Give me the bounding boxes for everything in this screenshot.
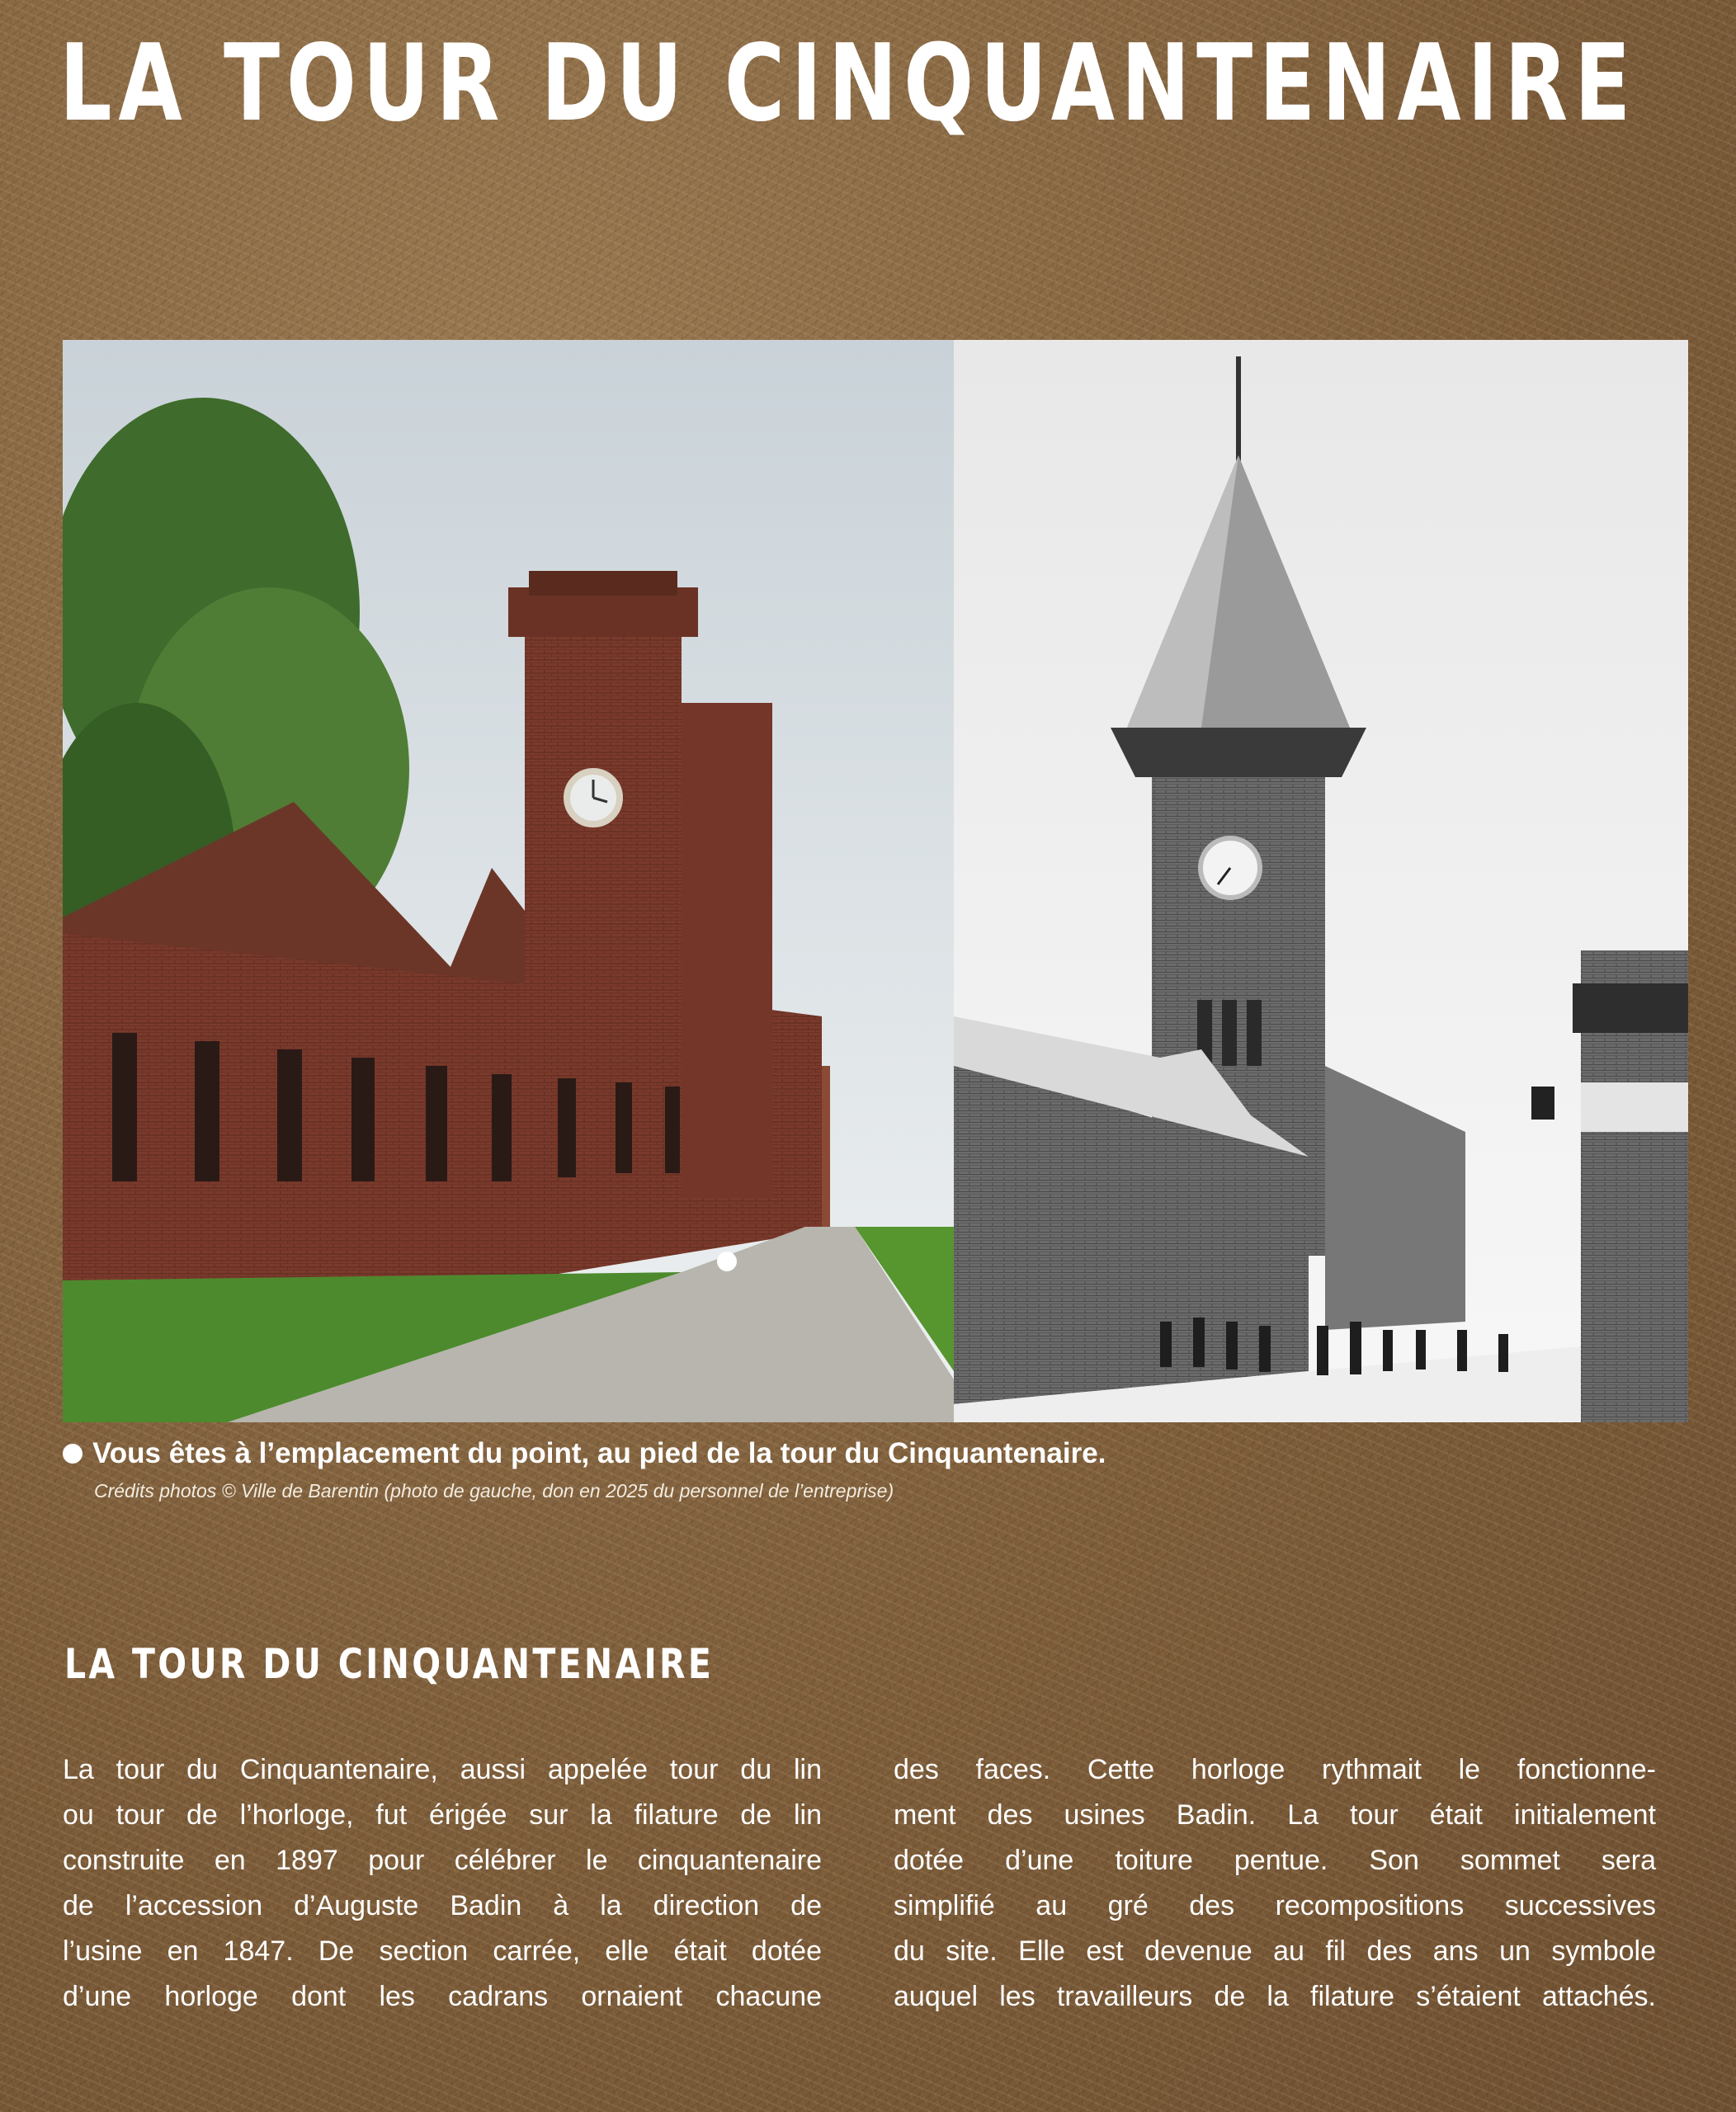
body-line: ou tour de l’horloge, fut érigée sur la filature de lin: [63, 1799, 822, 1831]
body-line: d’une horloge dont les cadrans ornaient chacune: [63, 1981, 822, 2012]
body-line: de l’accession d’Auguste Badin à la direction de: [63, 1890, 822, 1921]
photo-comparison: [63, 340, 1688, 1422]
left-photo: [63, 340, 954, 1422]
caption-text: Vous êtes à l’emplacement du point, au pied de la tour du Cinquantenaire.: [92, 1437, 1106, 1469]
body-column-right: [894, 1747, 1656, 2020]
right-photo: [954, 340, 1688, 1422]
section-title: LA TOUR DU CINQUANTENAIRE: [64, 1640, 715, 1688]
body-line: dotée d’une toiture pentue. Son sommet sera: [894, 1845, 1656, 1876]
location-dot-icon: [63, 1444, 83, 1464]
body-line: auquel les travailleurs de la filature s’étaient attachés.: [894, 1981, 1656, 2012]
body-line: l’usine en 1847. De section carrée, elle était dotée: [63, 1935, 822, 1967]
body-line: construite en 1897 pour célébrer le cinquantenaire: [63, 1845, 822, 1876]
body-line: du site. Elle est devenue au fil des ans un symbole: [894, 1935, 1656, 1967]
body-line: des faces. Cette horloge rythmait le fonctionne-: [894, 1754, 1656, 1785]
photo-caption: [63, 1437, 1630, 1470]
body-line: ment des usines Badin. La tour était initialement: [894, 1799, 1656, 1831]
body-line: simplifié au gré des recompositions successives: [894, 1890, 1656, 1921]
photo-credits: Crédits photos © Ville de Barentin (photo de gauche, don en 2025 du personnel de l’entreprise): [94, 1480, 894, 1502]
page-title: LA TOUR DU CINQUANTENAIRE: [59, 22, 1638, 145]
location-marker: [717, 1252, 737, 1271]
body-column-left: [63, 1747, 822, 2020]
body-line: La tour du Cinquantenaire, aussi appelée tour du lin: [63, 1754, 822, 1785]
